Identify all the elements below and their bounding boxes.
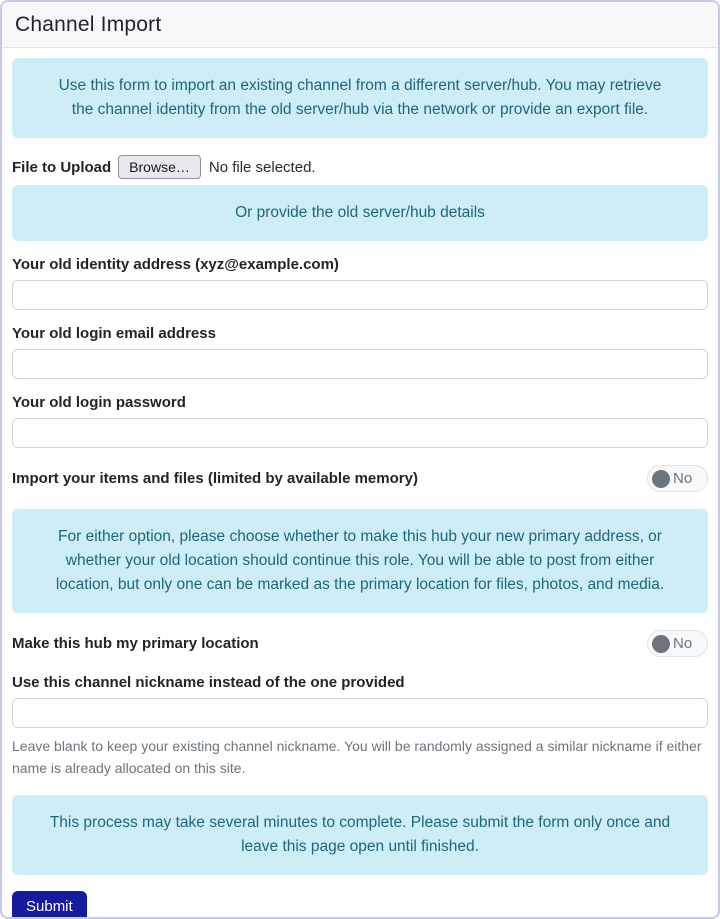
primary-location-label: Make this hub my primary location — [12, 635, 259, 652]
password-input[interactable] — [12, 418, 708, 448]
primary-info-box: For either option, please choose whether to make this hub your new primary address, or whether your old location should continue this role. You will be able to post from either location, but only one can be marked as the primary location for files, photos, and media. — [12, 509, 708, 613]
process-info-box: This process may take several minutes to complete. Please submit the form only once and leave this page open until finished. — [12, 795, 708, 875]
import-items-toggle-state: No — [673, 470, 693, 487]
email-input[interactable] — [12, 349, 708, 379]
file-status-text: No file selected. — [208, 158, 316, 176]
submit-button[interactable]: Submit — [12, 891, 87, 919]
spacer — [12, 779, 708, 795]
file-upload-label: File to Upload — [12, 158, 112, 176]
nickname-field-label: Use this channel nickname instead of the one provided — [12, 674, 405, 691]
intro-info-box: Use this form to import an existing channel from a different server/hub. You may retrieve the channel identity from the old server/hub via the network or provide an export file. — [12, 58, 708, 138]
identity-field-group — [12, 256, 708, 310]
identity-input[interactable] — [12, 280, 708, 310]
password-field-label: Your old login password — [12, 394, 186, 411]
primary-location-toggle-row — [12, 630, 708, 657]
form-content — [2, 48, 718, 919]
email-field-group — [12, 325, 708, 379]
browse-button[interactable]: Browse… — [118, 155, 201, 179]
import-items-toggle[interactable] — [647, 465, 708, 492]
import-items-label: Import your items and files (limited by available memory) — [12, 470, 418, 487]
primary-location-toggle-state: No — [673, 635, 693, 652]
nickname-field-group — [12, 674, 708, 779]
or-details-info-box: Or provide the old server/hub details — [12, 185, 708, 241]
identity-field-label: Your old identity address (xyz@example.com) — [12, 256, 339, 273]
page-title: Channel Import — [15, 12, 162, 36]
primary-location-toggle[interactable] — [647, 630, 708, 657]
file-upload-row — [12, 153, 708, 181]
email-field-label: Your old login email address — [12, 325, 216, 342]
toggle-knob-icon — [652, 635, 670, 653]
import-items-toggle-row — [12, 465, 708, 492]
password-field-group — [12, 394, 708, 448]
nickname-input[interactable] — [12, 698, 708, 728]
toggle-knob-icon — [652, 470, 670, 488]
nickname-help-text: Leave blank to keep your existing channel nickname. You will be randomly assigned a similar nickname if either name is already allocated on this site. — [12, 738, 702, 776]
page-header — [2, 2, 718, 48]
